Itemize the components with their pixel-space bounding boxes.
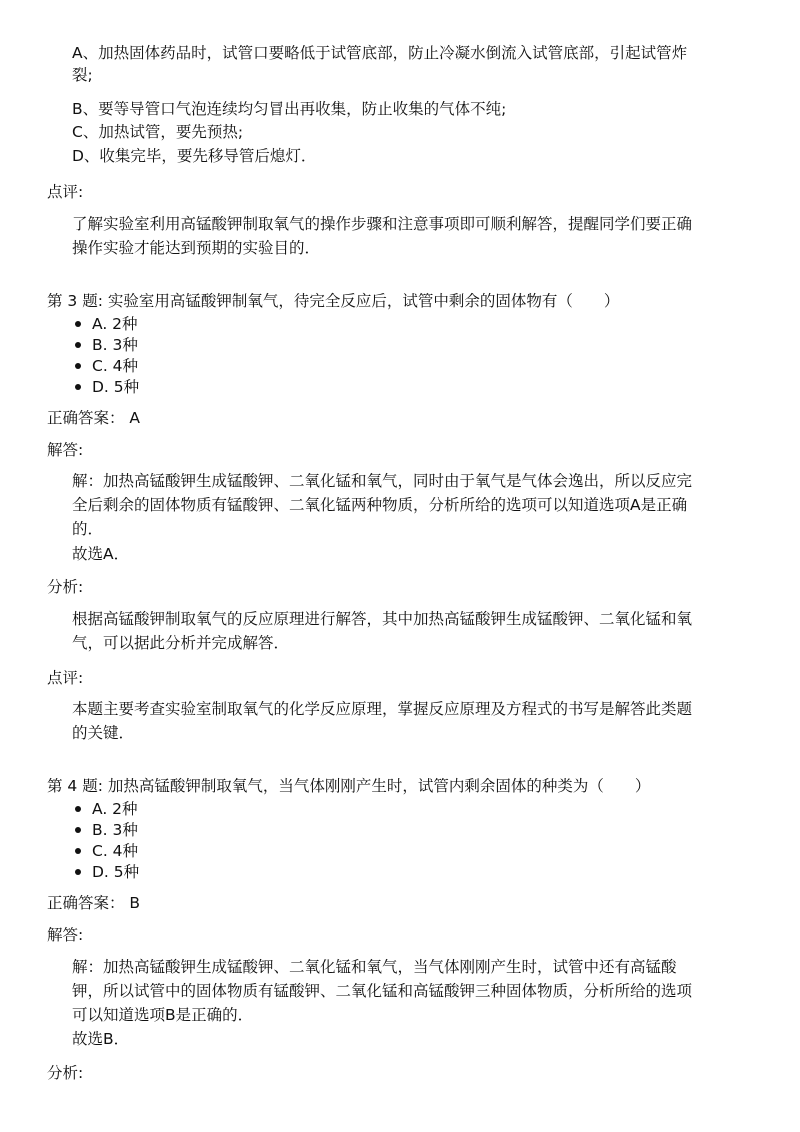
q3-comment-label: 点评: [47, 669, 84, 687]
q3-solution-label: 解答: [47, 441, 84, 459]
q4-analysis-label: 分析: [47, 1064, 84, 1082]
q4-solution-line4: 故选B． [72, 1030, 130, 1048]
q3-comment-line1: 本题主要考查实验室制取氧气的化学反应原理，掌握反应原理及方程式的书写是解答此类题 [72, 700, 693, 718]
q3-title: 第 3 题: 实验室用高锰酸钾制氧气，待完全反应后，试管中剩余的固体物有（ ） [47, 292, 620, 310]
q3-solution-line2: 全后剩余的固体物质有锰酸钾、二氧化锰两种物质，分析所给的选项可以知道选项A是正确 [72, 496, 688, 514]
q2-option-a-line2: 裂; [72, 66, 93, 84]
q3-analysis-label: 分析: [47, 578, 84, 596]
q3-option-d: D. 5种 [92, 378, 140, 396]
q2-option-c: C、加热试管，要先预热; [72, 123, 244, 141]
q3-solution-line3: 的． [72, 520, 104, 538]
q4-bullet [75, 848, 81, 854]
q3-option-a: A. 2种 [92, 315, 138, 333]
q2-option-b: B、要等导管口气泡连续均匀冒出再收集，防止收集的气体不纯; [72, 100, 507, 118]
q4-solution-label: 解答: [47, 926, 84, 944]
q3-option-b: B. 3种 [92, 336, 138, 354]
q3-analysis-line2: 气，可以据此分析并完成解答． [72, 634, 290, 652]
q2-comment-line2: 操作实验才能达到预期的实验目的． [72, 239, 321, 257]
q2-comment-line1: 了解实验室利用高锰酸钾制取氧气的操作步骤和注意事项即可顺利解答，提醒同学们要正确 [72, 215, 693, 233]
q3-solution-line1: 解：加热高锰酸钾生成锰酸钾、二氧化锰和氧气，同时由于氧气是气体会逸出，所以反应完 [72, 472, 693, 490]
q2-comment-label: 点评: [47, 183, 84, 201]
q3-bullet [75, 321, 81, 327]
q4-option-b: B. 3种 [92, 821, 138, 839]
q4-option-a: A. 2种 [92, 800, 138, 818]
q2-option-d: D、收集完毕，要先移导管后熄灯． [72, 147, 317, 165]
q4-bullet [75, 806, 81, 812]
q4-solution-line1: 解：加热高锰酸钾生成锰酸钾、二氧化锰和氧气，当气体刚刚产生时，试管中还有高锰酸 [72, 958, 677, 976]
q4-bullet [75, 869, 81, 875]
q4-solution-line3: 可以知道选项B是正确的． [72, 1006, 254, 1024]
q3-answer: 正确答案： A [47, 409, 141, 427]
q3-bullet [75, 342, 81, 348]
q3-option-c: C. 4种 [92, 357, 139, 375]
q3-bullet [75, 363, 81, 369]
q4-title: 第 4 题: 加热高锰酸钾制取氧气，当气体刚刚产生时，试管内剩余固体的种类为（ ） [47, 777, 651, 795]
q3-solution-line4: 故选A． [72, 545, 130, 563]
q4-option-c: C. 4种 [92, 842, 139, 860]
q3-analysis-line1: 根据高锰酸钾制取氧气的反应原理进行解答，其中加热高锰酸钾生成锰酸钾、二氧化锰和氧 [72, 610, 693, 628]
q4-answer: 正确答案： B [47, 894, 141, 912]
q3-comment-line2: 的关键． [72, 724, 135, 742]
q4-bullet [75, 827, 81, 833]
q4-solution-line2: 钾，所以试管中的固体物质有锰酸钾、二氧化锰和高锰酸钾三种固体物质，分析所给的选项 [72, 982, 693, 1000]
q3-bullet [75, 384, 81, 390]
q4-option-d: D. 5种 [92, 863, 140, 881]
q2-option-a-line1: A、加热固体药品时，试管口要略低于试管底部，防止冷凝水倒流入试管底部，引起试管炸 [72, 44, 688, 62]
